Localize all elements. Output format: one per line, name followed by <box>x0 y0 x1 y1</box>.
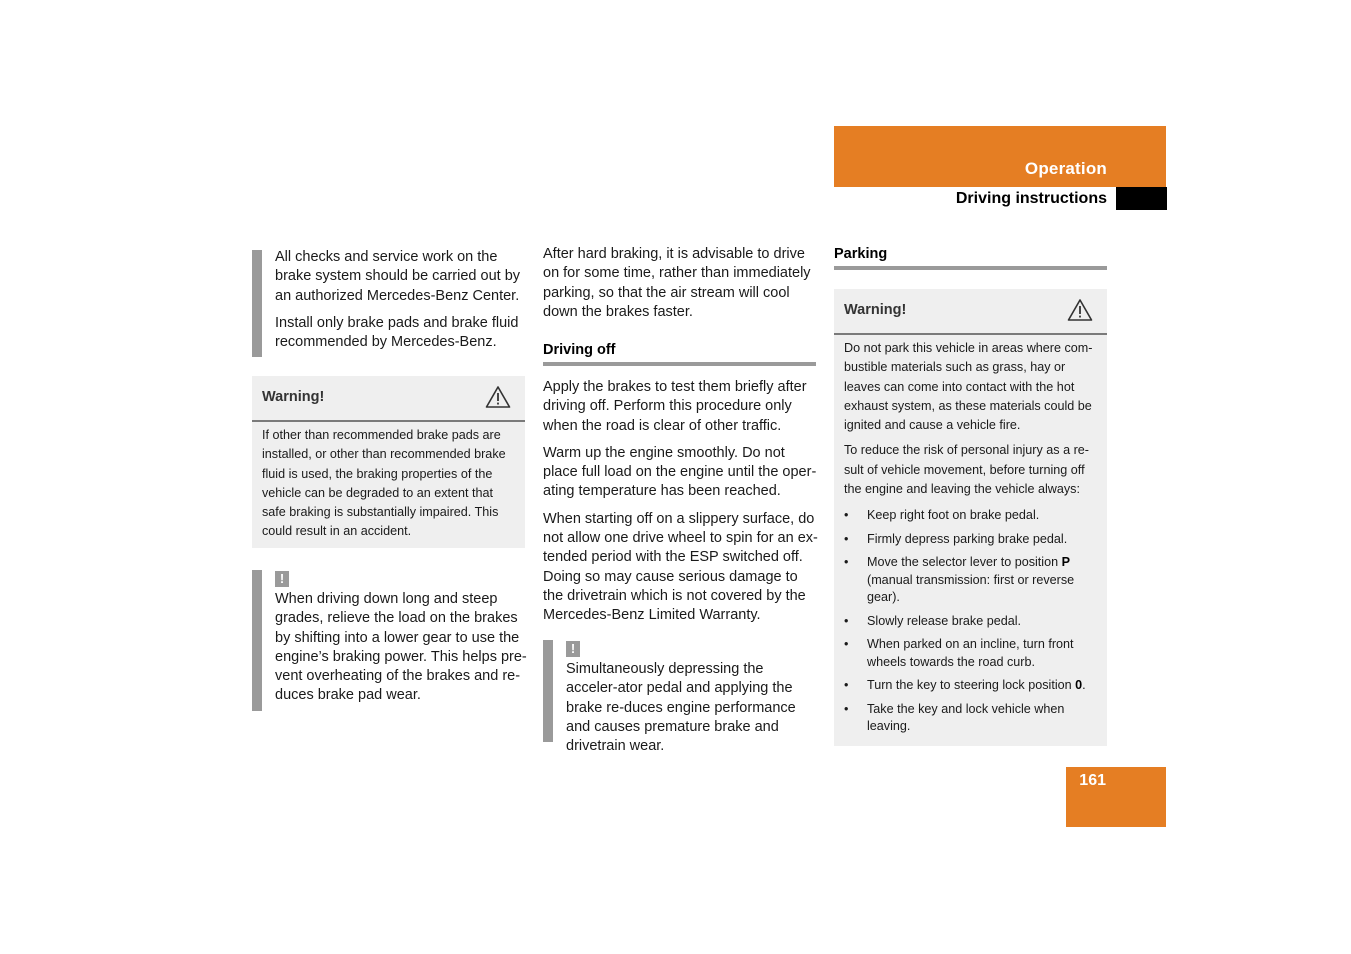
list-item: • Keep right foot on brake pedal. <box>844 507 1097 525</box>
note-bar <box>252 250 262 357</box>
note-text-accelerator: Simultaneously depressing the acceler-ator pedal and applying the brake re-duces engine performance and causes premature brake and drivetrain wear. <box>566 661 796 755</box>
position-label: P <box>1061 555 1071 570</box>
intro-hard-braking: After hard braking, it is advisable to drive on for some time, rather than immediately parking, so that the air stream will cool down the brakes faster. <box>543 246 811 320</box>
note-brake-service <box>275 248 527 360</box>
driving-off-text <box>543 378 818 634</box>
list-item: • Firmly depress parking brake pedal. <box>844 531 1097 549</box>
page-number: 161 <box>1079 772 1106 789</box>
warning-body: If other than recommended brake pads are installed, or other than recommended brake fluid is used, the braking properties of the vehicle can be degraded to an extent that safe braking is substantially impaired. This could result in an accident. <box>262 428 506 539</box>
subsection-title: Driving instructions <box>955 190 1107 207</box>
warning-body <box>834 335 1107 736</box>
warning-header <box>252 376 525 422</box>
list-item-text: . <box>1082 678 1086 693</box>
heading-parking: Parking <box>834 246 888 262</box>
warning-box-parking <box>834 289 1107 746</box>
list-item: • When parked on an incline, turn front wheels towards the road curb. <box>844 636 1097 671</box>
note-text-grades: When driving down long and steep grades, relieve the load on the brakes by shifting into a lower gear to use the engine’s braking power. This helps pre-vent overheating of the brakes and re-duces brake pad wear. <box>275 591 527 704</box>
warning-header <box>834 289 1107 335</box>
position-label: 0 <box>1075 678 1083 693</box>
note-bar <box>252 570 262 711</box>
list-item-text: (manual transmission: first or reverse gear). <box>867 572 1075 605</box>
paragraph: When starting off on a slippery surface, do not allow one drive wheel to spin for an ex-tended period with the ESP switched off. Doing so may cause serious damage to the drivetrain which is not covered by the Mercedes-Benz Limited Warranty. <box>543 510 818 624</box>
warning-triangle-icon <box>1067 298 1093 322</box>
warning-title: Warning! <box>844 302 907 318</box>
section-title: Operation <box>1024 159 1107 178</box>
list-item: • Take the key and lock vehicle when leaving. <box>844 701 1097 736</box>
note-bar <box>543 640 553 742</box>
parking-steps-list <box>844 507 1097 736</box>
note-symbol <box>566 640 580 658</box>
heading-driving-off: Driving off <box>543 342 616 358</box>
exclamation-icon: ! <box>275 571 289 587</box>
note-text: All checks and service work on the brake system should be carried out by an authorized Mercedes-Benz Center. <box>275 249 521 304</box>
paragraph: Warm up the engine smoothly. Do not place full load on the engine until the oper-ating temperature has been reached. <box>543 444 817 500</box>
note-text: Install only brake pads and brake fluid recommended by Mercedes-Benz. <box>275 314 519 351</box>
heading-rule <box>543 362 816 366</box>
list-item-text: Turn the key to steering lock position <box>867 678 1076 693</box>
warning-title: Warning! <box>262 389 325 405</box>
paragraph: Do not park this vehicle in areas where com-bustible materials such as grass, hay or leaves can come into contact with the hot exhaust system, as these materials could be ignited and cause a vehicle fire. <box>844 341 1093 433</box>
list-item: • Slowly release brake pedal. <box>844 613 1097 631</box>
list-item <box>844 554 1097 607</box>
note-symbol <box>275 570 289 588</box>
list-item <box>844 677 1097 695</box>
exclamation-icon: ! <box>566 641 580 657</box>
paragraph: To reduce the risk of personal injury as a re-sult of vehicle movement, before turning off the engine and leaving the vehicle always: <box>844 443 1089 497</box>
warning-triangle-icon <box>485 385 511 409</box>
list-item-text: Move the selector lever to position <box>867 555 1062 570</box>
warning-box-brake-pads <box>252 376 525 548</box>
paragraph: Apply the brakes to test them briefly after driving off. Perform this procedure only when the road is clear of other traffic. <box>543 379 807 434</box>
heading-rule <box>834 266 1107 270</box>
header-accent-block <box>834 126 1166 187</box>
header-marker-block <box>1116 187 1167 210</box>
